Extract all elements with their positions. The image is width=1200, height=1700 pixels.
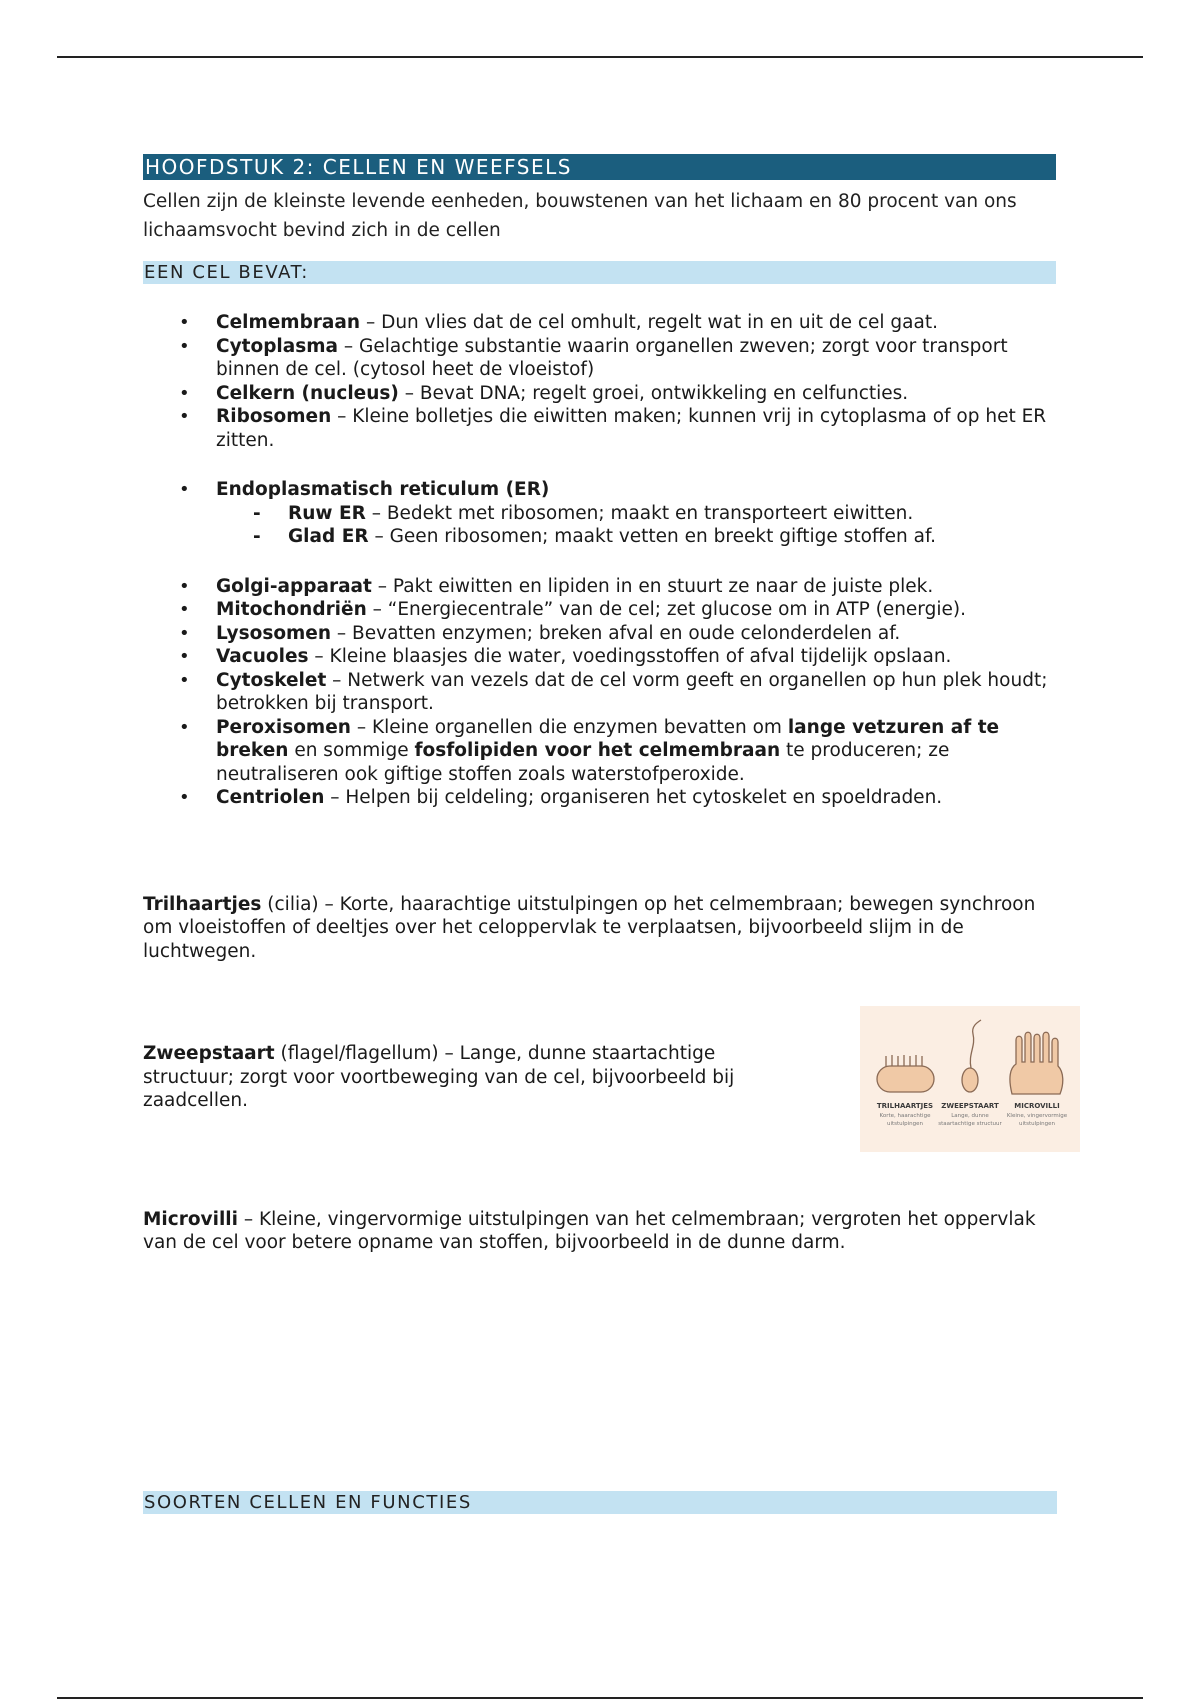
description: – Bevatten enzymen; breken afval en oude celonderdelen af. xyxy=(331,622,901,644)
bullet: • xyxy=(179,575,190,597)
bullet: • xyxy=(179,787,190,808)
bullet: • xyxy=(179,335,190,357)
description: en sommige xyxy=(288,740,415,761)
term: Ribosomen xyxy=(216,406,332,427)
figure-label-cilia: TRILHAARTJES xyxy=(876,1102,934,1110)
emphasis: fosfolipiden voor het celmembraan xyxy=(414,740,781,761)
list-item xyxy=(143,575,1056,599)
cilia-cell-drawing xyxy=(877,1055,934,1092)
term: Golgi-apparaat xyxy=(216,575,372,597)
description: – “Energiecentrale” van de cel; zet glucose om in ATP (energie). xyxy=(366,599,966,620)
figure-label-microvilli: MICROVILLI xyxy=(1014,1102,1060,1110)
list-item xyxy=(143,669,1056,716)
top-rule xyxy=(57,56,1143,58)
dash: - xyxy=(253,502,261,524)
term: Cytoplasma xyxy=(216,335,339,357)
term: Ruw ER xyxy=(288,502,366,524)
term: Celmembraan xyxy=(216,312,361,333)
bullet: • xyxy=(179,646,190,667)
bullet: • xyxy=(179,716,190,738)
flagellum-cell-drawing xyxy=(962,1020,981,1092)
list-item xyxy=(143,622,1056,646)
organelle-list-a xyxy=(143,311,1056,452)
list-item xyxy=(143,645,1056,669)
sublist-item xyxy=(216,525,1056,549)
bullet: • xyxy=(179,479,190,500)
list-item xyxy=(143,405,1056,452)
bullet: • xyxy=(179,622,190,644)
figure-caption-flagellum: Lange, dunne staartachtige structuur xyxy=(938,1113,1002,1127)
description: – Kleine organellen die enzymen bevatten om xyxy=(350,716,788,738)
term: Peroxisomen xyxy=(216,716,351,738)
bullet: • xyxy=(179,599,190,620)
bullet: • xyxy=(179,382,190,404)
bullet: • xyxy=(179,312,190,333)
term: Celkern (nucleus) xyxy=(216,382,399,404)
bullet: • xyxy=(179,669,190,691)
sublist-item xyxy=(216,502,1056,526)
bottom-rule xyxy=(57,1697,1143,1699)
description: (cilia) – Korte, haarachtige uitstulpingen op het celmembraan; bewegen synchroon om vloeistoffen of deeltjes over het celoppervlak te verplaatsen, bijvoorbeeld slijm in de luchtwegen. xyxy=(143,893,1036,962)
description: – Kleine bolletjes die eiwitten maken; kunnen vrij in cytoplasma of op het ER zitten. xyxy=(216,406,1047,451)
figure-caption-cilia: Korte, haarachtige uitstulpingen xyxy=(879,1113,931,1127)
term: Zweepstaart xyxy=(143,1043,275,1064)
term: Microvilli xyxy=(143,1208,238,1230)
description: – Kleine blaasjes die water, voedingsstoffen of afval tijdelijk opslaan. xyxy=(308,646,952,667)
figure-label-flagellum: ZWEEPSTAART xyxy=(941,1102,999,1110)
term: Vacuoles xyxy=(216,646,309,667)
cell-appendages-illustration xyxy=(860,1006,1080,1152)
chapter-title: HOOFDSTUK 2: CELLEN EN WEEFSELS xyxy=(143,154,1056,180)
section-heading-cell-contents: EEN CEL BEVAT: xyxy=(143,261,1056,284)
intro-text: Cellen zijn de kleinste levende eenheden, bouwstenen van het lichaam en 80 procent van ons lichaamsvocht bevind zich in de cellen xyxy=(143,191,1017,241)
term: Lysosomen xyxy=(216,622,332,644)
dash: - xyxy=(253,526,261,547)
term: Centriolen xyxy=(216,787,325,808)
term: Cytoskelet xyxy=(216,669,327,691)
figure-caption-microvilli: Kleine, vingervormige uitstulpingen xyxy=(1006,1113,1068,1127)
description: te produceren; ze neutraliseren ook giftige stoffen zoals waterstofperoxide. xyxy=(216,740,950,785)
trilhaartjes-paragraph xyxy=(143,893,1056,964)
description: – Bedekt met ribosomen; maakt en transporteert eiwitten. xyxy=(365,502,914,524)
description: – Netwerk van vezels dat de cel vorm geeft en organellen op hun plek houdt; betrokken bij transport. xyxy=(216,669,1048,714)
description: – Kleine, vingervormige uitstulpingen van het celmembraan; vergroten het oppervlak van de cel voor betere opname van stoffen, bijvoorbeeld in de dunne darm. xyxy=(143,1208,1036,1253)
er-sublist xyxy=(216,502,1056,549)
list-item xyxy=(143,598,1056,622)
list-item xyxy=(143,478,1056,549)
list-item xyxy=(143,335,1056,382)
description: (flagel/flagellum) – Lange, dunne staartachtige structuur; zorgt voor voortbeweging van de cel, bijvoorbeeld bij zaadcellen. xyxy=(143,1043,735,1111)
list-item xyxy=(143,786,1056,810)
description: – Gelachtige substantie waarin organellen zweven; zorgt voor transport binnen de cel. (cytosol heet de vloeistof) xyxy=(216,335,1008,380)
list-item xyxy=(143,382,1056,406)
description: – Helpen bij celdeling; organiseren het cytoskelet en spoeldraden. xyxy=(324,787,943,808)
description: – Bevat DNA; regelt groei, ontwikkeling en celfuncties. xyxy=(398,382,909,404)
cell-appendages-figure xyxy=(860,1006,1080,1152)
microvilli-paragraph xyxy=(143,1208,1056,1255)
list-item xyxy=(143,716,1056,787)
term: Mitochondriën xyxy=(216,599,367,620)
bullet: • xyxy=(179,406,190,427)
term: Glad ER xyxy=(288,526,369,547)
emphasis: lange vetzuren af te breken xyxy=(216,716,1000,761)
er-list xyxy=(143,478,1056,549)
term: Trilhaartjes xyxy=(143,893,262,915)
organelle-list-b xyxy=(143,575,1056,810)
microvilli-cell-drawing xyxy=(1010,1032,1063,1094)
description: – Pakt eiwitten en lipiden in en stuurt ze naar de juiste plek. xyxy=(371,575,934,597)
zweepstaart-paragraph xyxy=(143,1042,793,1113)
description: – Geen ribosomen; maakt vetten en breekt giftige stoffen af. xyxy=(368,526,937,547)
section-heading-cell-types: SOORTEN CELLEN EN FUNCTIES xyxy=(143,1491,1057,1514)
list-item xyxy=(143,311,1056,335)
description: – Dun vlies dat de cel omhult, regelt wat in en uit de cel gaat. xyxy=(360,312,938,333)
term: Endoplasmatisch reticulum (ER) xyxy=(216,479,550,500)
